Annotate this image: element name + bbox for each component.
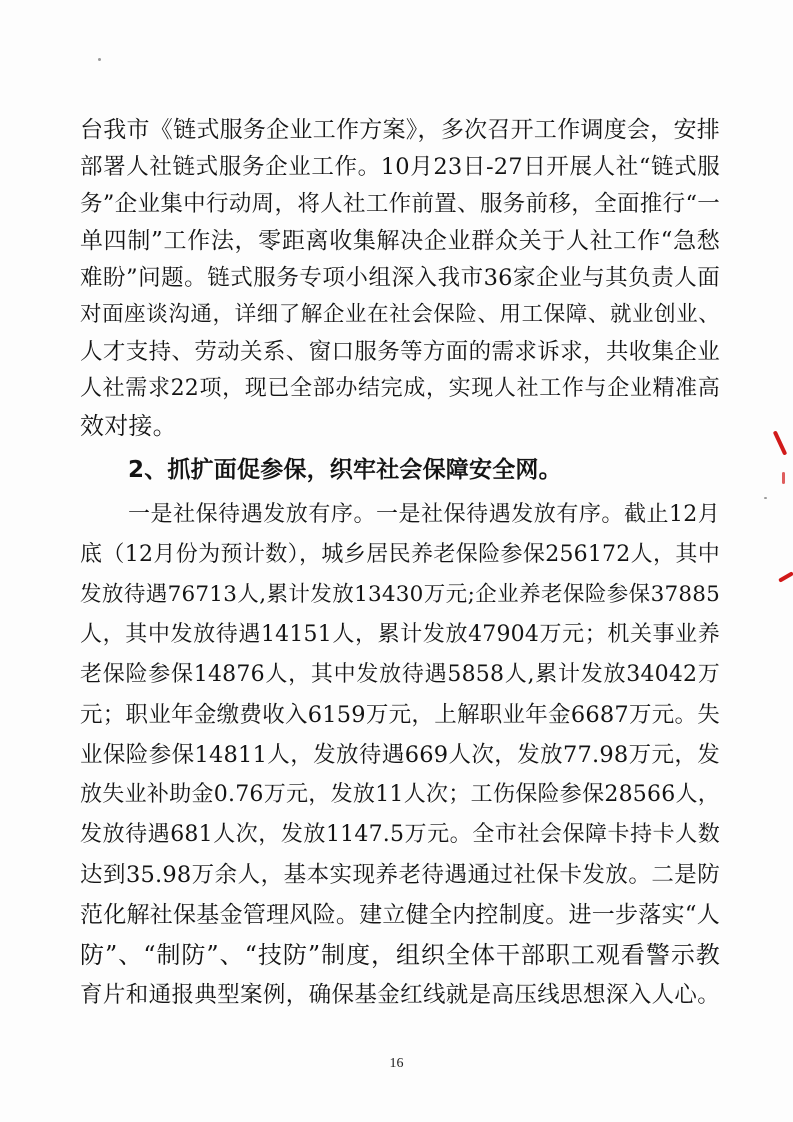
seal-fragment [778,571,793,582]
paragraph-line: 范化解社保基金管理风险。建立健全内控制度。进一步落实“人 [80,902,720,928]
paragraph-line: 人社需求22项，现已全部办结完成，实现人社工作与企业精准高 [80,376,720,401]
paragraph-line: 业保险参保14811人，发放待遇669人次，发放77.98万元，发 [80,742,720,768]
section-heading: 2、抓扩面促参保，织牢社会保障安全网。 [128,457,562,483]
paragraph-line: 单四制”工作法，零距离收集解决企业群众关于人社工作“急愁 [80,228,720,254]
paragraph-line: 台我市《链式服务企业工作方案》，多次召开工作调度会，安排 [80,117,720,143]
paragraph-line: 元；职业年金缴费收入6159万元，上解职业年金6687万元。失 [80,702,720,728]
paragraph-line: 达到35.98万余人，基本实现养老待遇通过社保卡发放。二是防 [80,862,720,888]
paragraph-line: 务”企业集中行动周，将人社工作前置、服务前移，全面推行“一 [80,191,720,217]
paragraph-line: 发放待遇76713人,累计发放13430万元;企业养老保险参保37885 [80,582,720,607]
seal-fragment [782,472,785,484]
paragraph-line: 防”、“制防”、“技防”制度，组织全体干部职工观看警示教 [80,941,720,969]
paragraph-line: 效对接。 [80,412,177,440]
paragraph-line: 一是社保待遇发放有序。一是社保待遇发放有序。截止12月 [128,502,720,527]
scan-speck [98,58,101,61]
paragraph-line: 难盼”问题。链式服务专项小组深入我市36家企业与其负责人面 [80,265,720,291]
paragraph-line: 人才支持、劳动关系、窗口服务等方面的需求诉求，共收集企业 [80,339,720,365]
paragraph-line: 放失业补助金0.76万元，发放11人次；工伤保险参保28566人， [80,782,720,807]
paragraph-line: 部署人社链式服务企业工作。10月23日-27日开展人社“链式服 [80,154,720,180]
paragraph-line: 育片和通报典型案例，确保基金红线就是高压线思想深入人心。 [80,982,720,1008]
paragraph-line: 对面座谈沟通，详细了解企业在社会保险、用工保障、就业创业、 [80,302,720,327]
paragraph-line: 老保险参保14876人，其中发放待遇5858人,累计发放34042万 [80,662,720,687]
paragraph-line: 底（12月份为预计数），城乡居民养老保险参保256172人，其中 [80,542,720,567]
seal-fragment [773,430,788,455]
paragraph-line: 人，其中发放待遇14151人，累计发放47904万元；机关事业养 [80,622,720,647]
paragraph-line: 发放待遇681人次，发放1147.5万元。全市社会保障卡持卡人数 [80,822,720,847]
scan-speck [764,497,767,499]
page-number: 16 [389,1056,404,1071]
